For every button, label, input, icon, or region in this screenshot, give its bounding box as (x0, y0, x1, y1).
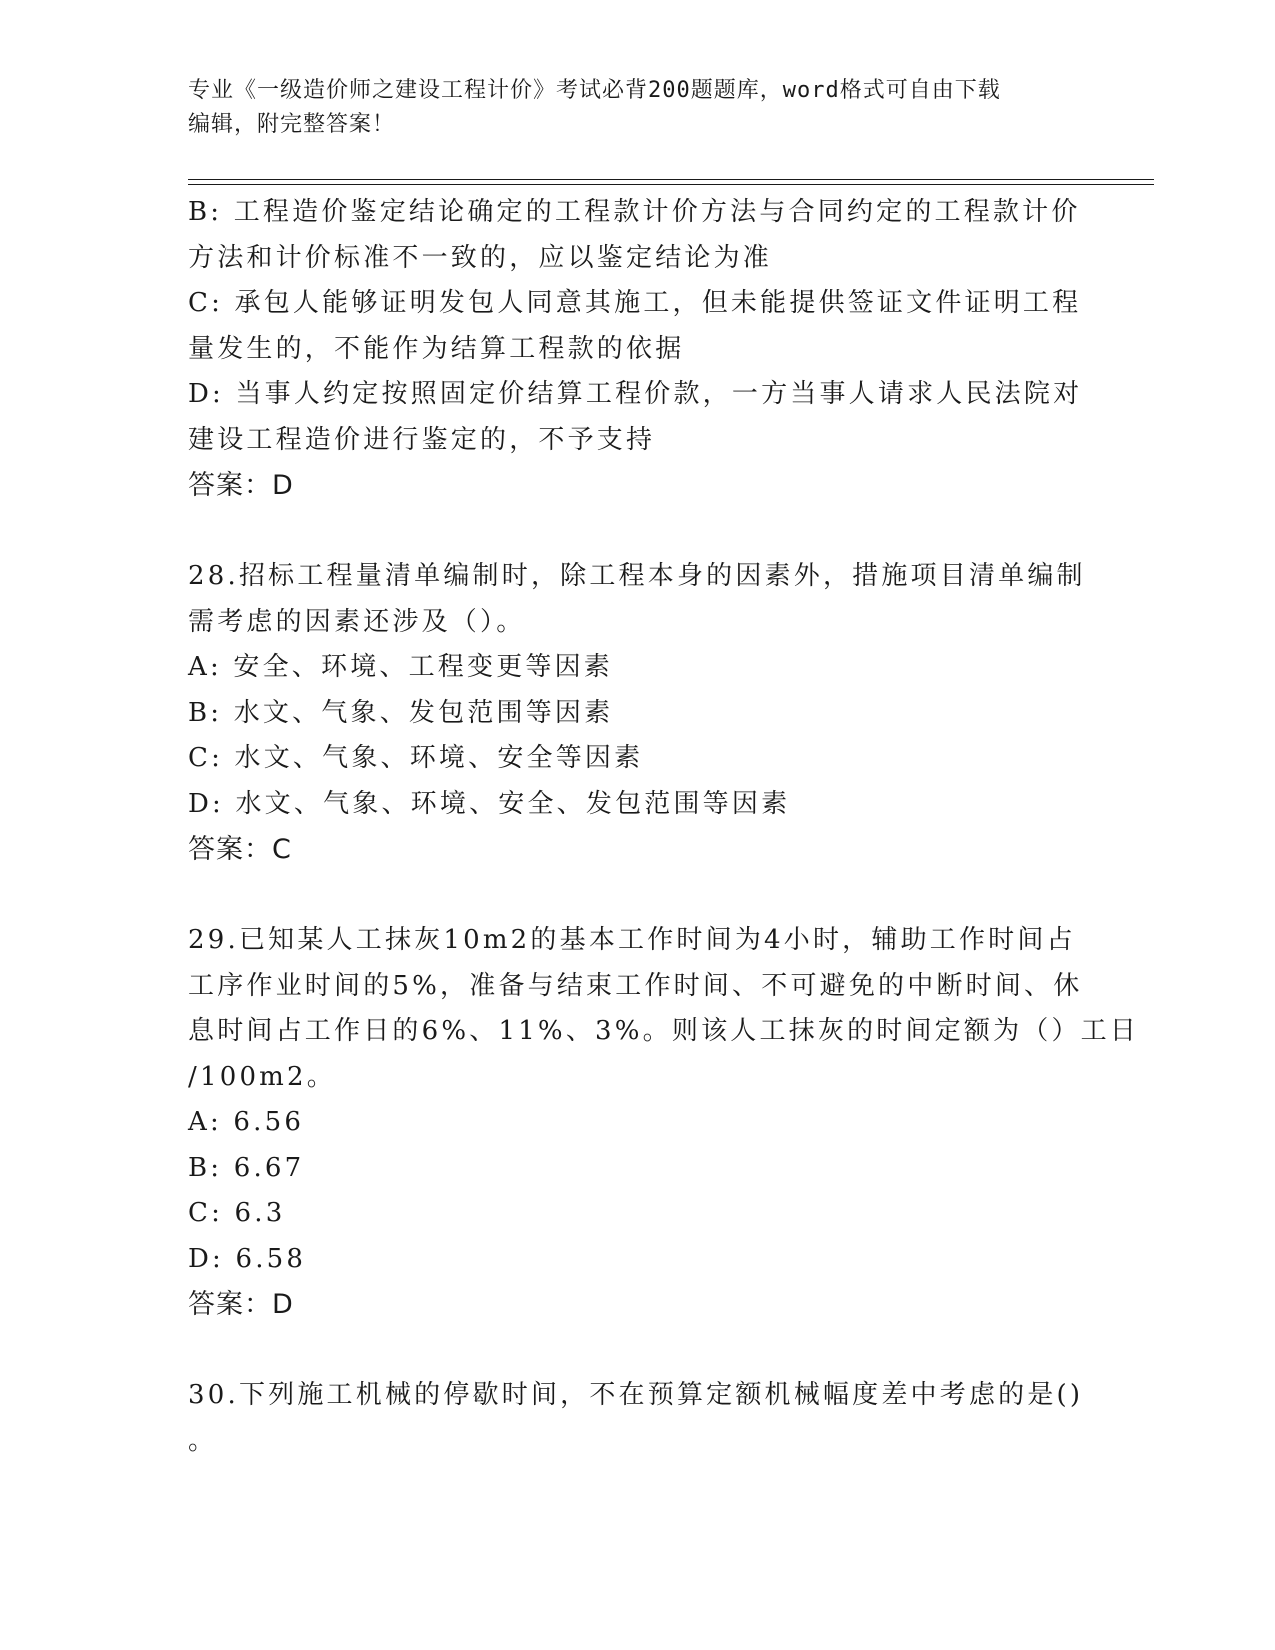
question-30 (188, 1373, 1088, 1464)
answer-29: 答案：D (188, 1289, 294, 1320)
option-b-line-2: 方法和计价标准不一致的，应以鉴定结论为准 (188, 242, 773, 273)
question-28-option-a: A: 安全、环境、工程变更等因素 (188, 652, 614, 682)
document-body (188, 190, 1140, 1464)
header-rule-top (188, 179, 1154, 180)
header-line-2: 编辑，附完整答案！ (188, 112, 396, 137)
question-29-option-a: A: 6.56 (188, 1107, 305, 1137)
question-30-stem-line-2: 。 (188, 1425, 218, 1456)
question-29-option-c: C: 6.3 (188, 1198, 286, 1228)
question-28-option-c: C: 水文、气象、环境、安全等因素 (188, 743, 644, 773)
question-29-stem-line-2: 工序作业时间的5%，准备与结束工作时间、不可避免的中断时间、休 (188, 970, 1083, 1001)
question-28-option-d: D: 水文、气象、环境、安全、发包范围等因素 (188, 788, 791, 819)
question-28-option-b: B: 水文、气象、发包范围等因素 (188, 697, 614, 728)
question-28-stem-line-2: 需考虑的因素还涉及（）。 (188, 606, 526, 637)
answer-28: 答案：C (188, 834, 292, 865)
option-c-line-2: 量发生的，不能作为结算工程款的依据 (188, 333, 685, 364)
option-b-line-1: B: 工程造价鉴定结论确定的工程款计价方法与合同约定的工程款计价 (188, 197, 1081, 227)
header-rule-bottom (188, 184, 1154, 185)
question-29 (188, 918, 1140, 1328)
question-27-continuation (188, 190, 1088, 509)
question-30-stem-line-1: 30.下列施工机械的停歇时间，不在预算定额机械幅度差中考虑的是() (188, 1380, 1084, 1410)
document-header (188, 74, 1088, 142)
answer-27: 答案：D (188, 470, 294, 501)
question-29-option-b: B: 6.67 (188, 1152, 305, 1183)
option-d-line-2: 建设工程造价进行鉴定的，不予支持 (188, 424, 656, 455)
question-29-stem-line-3: 息时间占工作日的6%、11%、3%。则该人工抹灰的时间定额为（）工日 (188, 1016, 1140, 1046)
header-line-1: 专业《一级造价师之建设工程计价》考试必背200题题库，word格式可自由下载 (188, 78, 1001, 103)
question-29-option-d: D: 6.58 (188, 1243, 307, 1274)
question-28 (188, 554, 1088, 873)
question-29-stem-line-1: 29.已知某人工抹灰10m2的基本工作时间为4小时，辅助工作时间占 (188, 925, 1076, 955)
question-28-stem-line-1: 28.招标工程量清单编制时，除工程本身的因素外，措施项目清单编制 (188, 561, 1086, 591)
question-29-stem-line-4: /100m2。 (188, 1061, 336, 1092)
option-c-line-1: C: 承包人能够证明发包人同意其施工，但未能提供签证文件证明工程 (188, 288, 1082, 318)
option-d-line-1: D: 当事人约定按照固定价结算工程价款，一方当事人请求人民法院对 (188, 379, 1083, 409)
